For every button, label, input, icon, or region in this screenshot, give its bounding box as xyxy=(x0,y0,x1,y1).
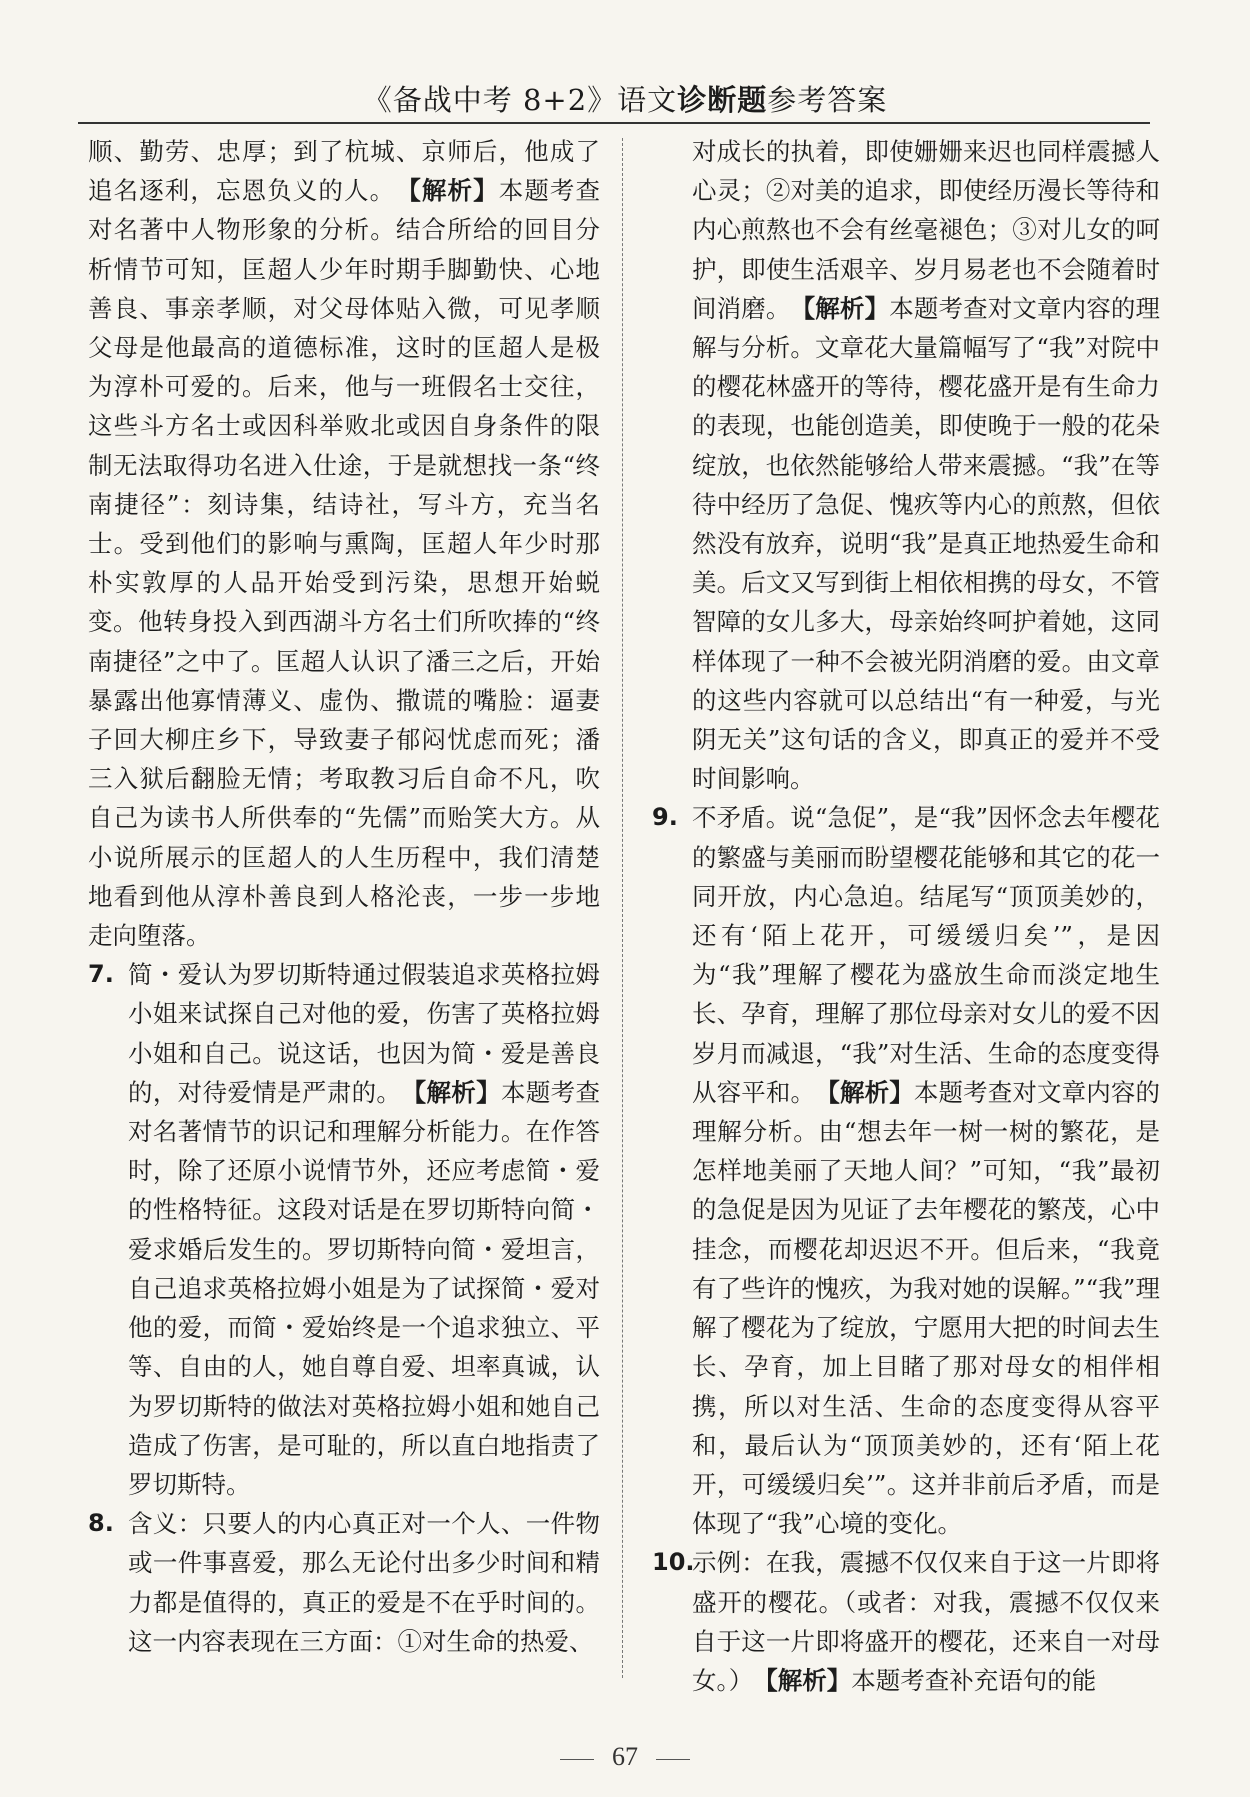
question-7-number: 7. xyxy=(88,960,114,989)
question-7-analysis: 本题考查对名著情节的识记和理解分析能力。在作答时，除了还原小说情节外，还应考虑简・爱的性格特征。这段对话是在罗切斯特向简・爱求婚后发生的。罗切斯特向简・爱坦言，自己追求英格拉姆小姐是为了试探简・爱对他的爱，而简・爱始终是一个追求独立、平等、自由的人，她自尊自爱、坦率真诚，认为罗切斯特的做法对英格拉姆小姐和她自己造成了伤害，是可耻的，所以直白地指责了罗切斯特。 xyxy=(128,1077,601,1499)
question-9 xyxy=(652,798,1160,1543)
footer-dash-right xyxy=(656,1759,690,1760)
analysis-tag: 【解析】 xyxy=(408,176,499,206)
page-number: 67 xyxy=(612,1742,638,1771)
question-9-number: 9. xyxy=(652,803,678,832)
page-header xyxy=(80,78,1170,119)
header-title-prefix: 《备战中考 8+2》语文 xyxy=(362,83,678,117)
item6-analysis: 本题考查对名著中人物形象的分析。结合所给的回目分析情节可知，匡超人少年时期手脚勤快、心地善良、事亲孝顺，对父母体贴入微，可见孝顺父母是他最高的道德标准，这时的匡超人是极为淳朴可爱的。后来，他与一班假名士交往，这些斗方名士或因科举败北或因自身条件的限制无法取得功名进入仕途，于是就想找一条“终南捷径”：刻诗集，结诗社，写斗方，充当名士。受到他们的影响与熏陶，匡超人年少时那朴实敦厚的人品开始受到污染，思想开始蜕变。他转身投入到西湖斗方名士们所吹捧的“终南捷径”之中了。匡超人认识了潘三之后，开始暴露出他寡情薄义、虚伪、撒谎的嘴脸：逼妻子回大柳庄乡下，导致妻子郁闷忧虑而死；潘三入狱后翻脸无情；考取教习后自命不凡，吹自己为读书人所供奉的“先儒”而贻笑大方。从小说所展示的匡超人的人生历程中，我们清楚地看到他从淳朴善良到人格沦丧，一步一步地走向堕落。 xyxy=(88,176,601,951)
right-column xyxy=(652,132,1160,1700)
item6-continuation xyxy=(88,132,600,955)
header-rule xyxy=(78,122,1150,124)
question-10-answer: 示例：在我，震撼不仅仅来自于这一片即将盛开的樱花。（或者：对我，震撼不仅仅来自于这一片即将盛开的樱花，还来自一对母女。） xyxy=(692,1548,1160,1695)
header-title-bold: 诊断题 xyxy=(677,83,768,117)
question-10 xyxy=(652,1543,1160,1700)
left-column xyxy=(88,132,600,1661)
analysis-tag: 【解析】 xyxy=(765,1665,852,1695)
column-divider xyxy=(622,138,623,1678)
footer-dash-left xyxy=(560,1759,594,1760)
analysis-tag: 【解析】 xyxy=(802,293,890,323)
page-footer xyxy=(0,1742,1250,1772)
item6-answer-tail: 顺、勤劳、忠厚；到了杭城、京师后，他成了追名逐利，忘恩负义的人。 xyxy=(88,137,600,206)
question-8-answer: 含义：只要人的内心真正对一个人、一件物或一件事喜爱，那么无论付出多少时间和精力都是值得的，真正的爱是不在乎时间的。这一内容表现在三方面：①对生命的热爱、 xyxy=(128,1509,600,1656)
question-8-answer-cont: 对成长的执着，即使姗姗来迟也同样震撼人心灵；②对美的追求，即使经历漫长等待和内心煎熬也不会有丝毫褪色；③对儿女的呵护，即使生活艰辛、岁月易老也不会随着时间消磨。 xyxy=(692,137,1160,323)
question-8 xyxy=(88,1504,600,1661)
header-title-suffix: 参考答案 xyxy=(767,83,888,117)
question-8-continued xyxy=(652,132,1160,798)
analysis-tag: 【解析】 xyxy=(413,1077,501,1107)
analysis-tag: 【解析】 xyxy=(827,1077,914,1107)
question-7 xyxy=(88,955,600,1504)
question-8-analysis: 本题考查对文章内容的理解与分析。文章花大量篇幅写了“我”对院中的樱花林盛开的等待，樱花盛开是有生命力的表现，也能创造美，即使晚于一般的花朵绽放，也依然能够给人带来震撼。“我”在等待中经历了急促、愧疚等内心的煎熬，但依然没有放弃，说明“我”是真正地热爱生命和美。后文又写到街上相依相携的母女，不管智障的女儿多大，母亲始终呵护着她，这同样体现了一种不会被光阴消磨的爱。由文章的这些内容就可以总结出“有一种爱，与光阴无关”这句话的含义，即真正的爱并不受时间影响。 xyxy=(692,293,1161,794)
question-7-answer: 简・爱认为罗切斯特通过假装追求英格拉姆小姐来试探自己对他的爱，伤害了英格拉姆小姐和自己。说这话，也因为简・爱是善良的，对待爱情是严肃的。 xyxy=(128,960,600,1107)
question-8-number: 8. xyxy=(88,1509,114,1538)
question-9-analysis: 本题考查对文章内容的理解分析。由“想去年一树一树的繁花，是怎样地美丽了天地人间？”可知，“我”最初的急促是因为见证了去年樱花的繁茂，心中挂念，而樱花却迟迟不开。但后来，“我竟有了些许的愧疚，为我对她的误解。”“我”理解了樱花为了绽放，宁愿用大把的时间去生长、孕育，加上目睹了那对母女的相伴相携，所以对生活、生命的态度变得从容平和，最后认为“顶顶美妙的，还有‘陌上花开，可缓缓归矣’”。这并非前后矛盾，而是体现了“我”心境的变化。 xyxy=(692,1077,1161,1539)
question-9-answer: 不矛盾。说“急促”，是“我”因怀念去年樱花的繁盛与美丽而盼望樱花能够和其它的花一同开放，内心急迫。结尾写“顶顶美妙的，还有‘陌上花开，可缓缓归矣’”，是因为“我”理解了樱花为盛放生命而淡定地生长、孕育，理解了那位母亲对女儿的爱不因岁月而减退，“我”对生活、生命的态度变得从容平和。 xyxy=(692,803,1160,1107)
question-10-number: 10. xyxy=(652,1548,695,1577)
question-10-analysis: 本题考查补充语句的能 xyxy=(851,1665,1097,1695)
